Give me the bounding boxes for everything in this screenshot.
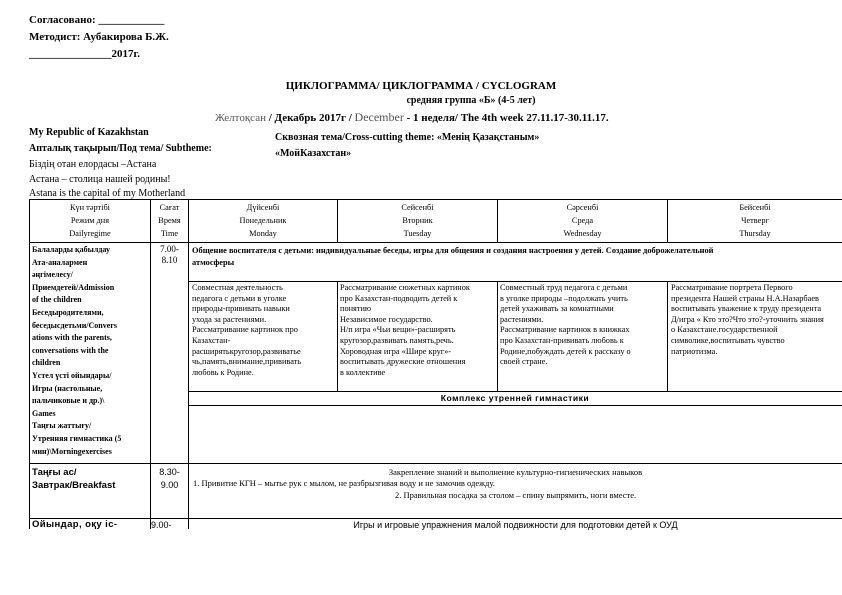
row2-hygiene-title: Закрепление знаний и выполнение культурно-гигиенических навыков bbox=[388, 467, 643, 477]
row1-regime: Балаларды қабылдау Ата-аналармен әңгімелесу/ Приемдетей/Admission of the children Беседыродителями, беседысдетьми/Convers ations with the parents, conversations with the children Үстел үсті ойындары/ Игры (настольные, пальчиковые и др.)\ Games Таңғы жаттығу/ Утренняя гимнастика (5 мин)\Morningexercises bbox=[32, 245, 122, 456]
page-title: ЦИКЛОГРАММА/ ЦИКЛОГРАММА / CYCLOGRAM bbox=[285, 80, 557, 92]
approval-date: _______________2017г. bbox=[29, 48, 141, 60]
header-tuesday: Сейсенбі Вторник Tuesday bbox=[401, 203, 434, 238]
approval-agreed: Согласовано: ____________ bbox=[29, 14, 165, 26]
cross-theme-value: «МойКазахстан» bbox=[275, 148, 352, 159]
header-monday: Дүйсенбі Понедельник Monday bbox=[239, 203, 287, 238]
row1-general-activity: Общение воспитателя с детьми: индивидуальные беседы, игры для общения и создания настроения у детей. Создание доброжелательной атмосферы bbox=[192, 246, 714, 267]
row3-games: Игры и игровые упражнения малой подвижности для подготовки детей к ОУД bbox=[353, 520, 678, 530]
header-regime: Күн тәртібі Режим дня Dailyregime bbox=[69, 203, 111, 238]
row1-tuesday: Рассматривание сюжетных картинок про Казахстан-подводить детей к понятию Независимое государство. Н/п игра «Чьи вещи»-расширять кругозор,развивать память,речь. Хороводная игра «Шире круг»- воспитывать дружеские отношения в коллективе bbox=[340, 283, 470, 377]
group-label: средняя группа «Б» (4-5 лет) bbox=[406, 95, 536, 106]
subtheme-en: Astana is the capital of my Motherland bbox=[29, 188, 186, 199]
row2-regime: Таңғы ас/ Завтрак/Breakfast bbox=[32, 467, 116, 491]
period-en: December bbox=[354, 110, 404, 124]
row2-hygiene-item2: 2. Правильная посадка за столом – спину выпрямить, ноги вместе. bbox=[395, 490, 637, 500]
subtheme-label: Апталық тақырып/Под тема/ Subtheme: bbox=[29, 143, 212, 154]
row2-hygiene-item1: 1. Привитие КГН – мытье рук с мылом, не разбрызгивая воду и не замочив одежду. bbox=[193, 478, 495, 488]
row1-time: 7.00- 8.10 bbox=[160, 244, 179, 265]
row3-regime: Ойындар, оқу іс- bbox=[32, 520, 118, 530]
approval-methodist: Методист: Аубакирова Б.Ж. bbox=[29, 31, 169, 43]
subtheme-ru: Астана – столица нашей родины! bbox=[29, 174, 171, 185]
gymnastics-label: Комплекс утренней гимнастики bbox=[440, 393, 590, 403]
header-thursday: Бейсенбі Четверг Thursday bbox=[739, 203, 771, 238]
header-time: Сағат Время Time bbox=[158, 203, 181, 238]
period-line: Желтоқсан / Декабрь 2017г / December - 1 неделя/ The 4th week 27.11.17-30.11.17. bbox=[215, 110, 609, 124]
row1-monday: Совместная деятельность педагога с детьми в уголке природы-прививать навыки ухода за растениями. Рассматривание картинок про Казахстан- расширятькругозор,развиватье чь,память,внимание,прививать любовь к Родине. bbox=[192, 283, 302, 377]
row3-time: 9.00- bbox=[151, 520, 172, 530]
period-kz: Желтоқсан bbox=[215, 112, 266, 124]
period-week: - 1 неделя/ The 4th week 27.11.17-30.11.17. bbox=[406, 112, 609, 124]
row2-time: 8.30- 9.00 bbox=[159, 467, 180, 490]
header-wednesday: Сәрсенбі Среда Wednesday bbox=[563, 203, 602, 238]
row1-wednesday: Совместный труд педагога с детьми в уголке природы –подолжать учить детей ухаживать за комнатными растениями. Рассматривание картинок в книжках про Казахстан-прививать любовь к Родине,побуждать детей к рассказу о своей стране. bbox=[500, 283, 631, 367]
republic-label: My Republic of Kazakhstan bbox=[29, 127, 149, 138]
period-ru: Декабрь 2017г bbox=[274, 112, 346, 124]
cross-theme-label: Сквозная тема/Cross-cutting theme: «Менің Қазақстаным» bbox=[275, 132, 540, 143]
subtheme-kz: Біздің отан елордасы –Астана bbox=[29, 159, 157, 170]
row1-thursday: Рассматривание портрета Первого президента Нашей страны Н.А.Назарбаев воспитывать уважение к труду президента Д/игра « Кто это?Что это?-уточнить знания о Казахстане.государственной символике,воспитывать чувство патриотизма. bbox=[671, 283, 824, 356]
